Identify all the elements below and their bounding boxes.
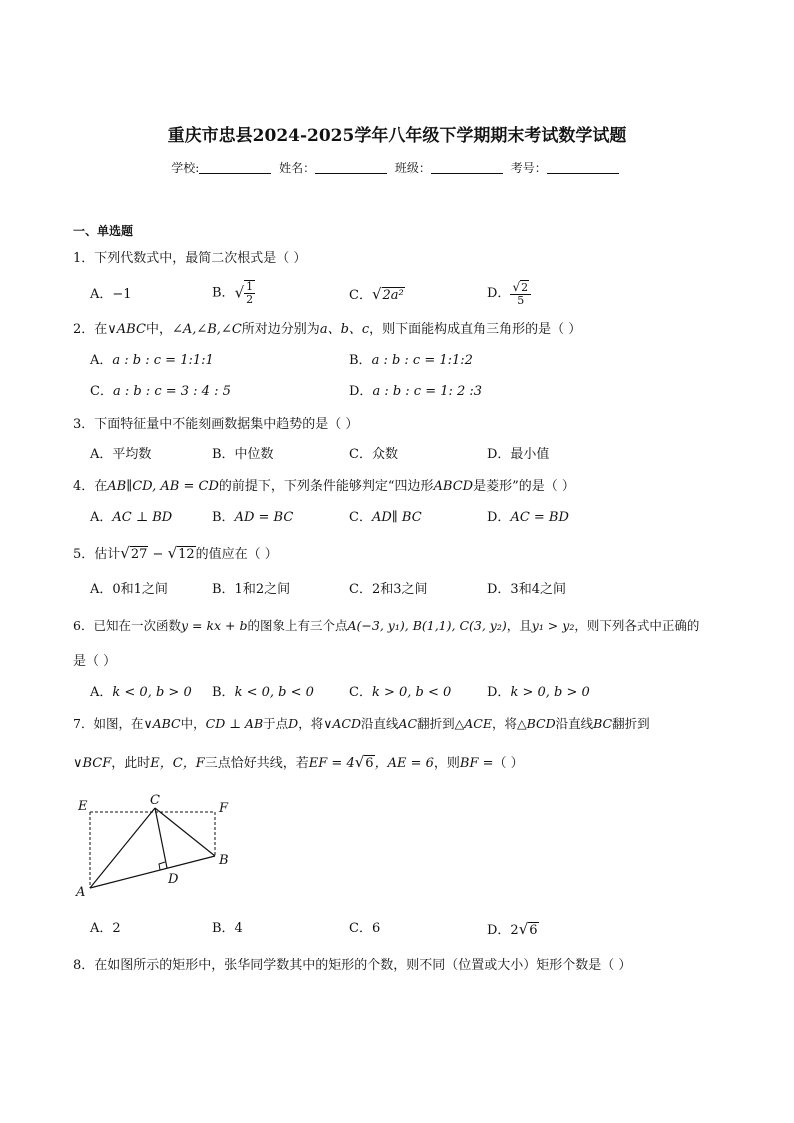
q5-option-c: C．2和3之间	[349, 582, 428, 597]
q7-t12: ，则	[433, 756, 460, 771]
q7-t13: （ ）	[493, 756, 524, 771]
q6-d-expr: k > 0, b > 0	[510, 685, 590, 700]
q6-stem-mid: 的图象上有三个点	[247, 618, 348, 633]
q6-points: A(−3, y₁), B(1,1), C(3, y₂)	[347, 618, 507, 633]
q7-line-bc: BC	[593, 716, 613, 731]
number-blank	[547, 161, 619, 174]
q4-option-a	[90, 511, 172, 524]
name-label: 姓名：	[279, 161, 316, 175]
sqrt-icon: √	[512, 280, 521, 294]
q7-stem-line2	[73, 755, 524, 772]
q2-stem-end: ，则下面能构成直角三角形的是（ ）	[369, 322, 582, 337]
q7-t9: 翻折到	[612, 716, 650, 731]
q6-option-a	[90, 686, 192, 699]
class-blank	[431, 161, 503, 174]
q2-stem-mid: 中，	[145, 322, 172, 337]
q4-d-label: D．	[487, 510, 511, 525]
q6-stem-end: ，则下列各式中正确的	[574, 618, 700, 633]
q8-stem: 8．在如图所示的矩形中，张华同学数其中的矩形的个数，则不同（位置或大小）矩形个数是（ ）	[73, 958, 632, 973]
q7-option-b: B．4	[212, 921, 243, 936]
q5-option-d: D．3和4之间	[487, 582, 566, 597]
q7-t4: ，将	[298, 716, 324, 731]
q4-a-expr: AC ⊥ BD	[112, 510, 173, 525]
q1-option-d-label: D．	[487, 286, 511, 302]
q5-stem	[73, 546, 278, 563]
q2-triangle: ∨ABC	[107, 322, 146, 337]
q5-rad2: 12	[178, 547, 195, 562]
sqrt-icon: √	[354, 753, 365, 771]
q1-option-b-frac	[244, 280, 255, 306]
q6-option-b	[212, 686, 314, 699]
q4-option-b	[212, 511, 293, 524]
q7-ef: EF = 4	[308, 756, 355, 771]
q7-bf: BF =	[459, 756, 494, 771]
q4-stem-pre: 4．在	[73, 479, 108, 494]
q7-option-c: C．6	[349, 921, 381, 936]
q4-stem-mid: 的前提下，下列条件能够判定“四边形	[218, 479, 434, 494]
q2-a-label: A．	[90, 353, 113, 368]
q6-stem	[73, 620, 699, 633]
label-c: C	[150, 793, 160, 808]
q1-option-d	[487, 280, 531, 307]
q4-stem	[73, 480, 575, 493]
q2-b-expr: a : b : c = 1:1:2	[371, 353, 473, 368]
q7-t11: 三点恰好共线，若	[204, 756, 309, 771]
sqrt-icon: √	[371, 285, 382, 303]
q1-option-c-rad: 2a²	[382, 288, 404, 303]
q1-option-a: A．−1	[90, 287, 132, 302]
label-e: E	[78, 799, 88, 814]
q6-c-expr: k > 0, b < 0	[371, 685, 452, 700]
q7-t6: 翻折到	[417, 716, 455, 731]
q7-t10: ，此时	[111, 756, 151, 771]
q4-d-expr: AC = BD	[510, 510, 569, 525]
q2-stem	[73, 323, 581, 336]
q7-ef-rad: 6	[365, 756, 374, 771]
sqrt-icon: √	[234, 283, 245, 302]
q6-a-expr: k < 0, b > 0	[112, 685, 192, 700]
label-a: A	[76, 885, 86, 900]
q2-stem-post: 所对边分别为	[241, 322, 320, 337]
q6-c-label: C．	[349, 685, 372, 700]
q4-a-label: A．	[90, 510, 113, 525]
q1-d-num	[510, 280, 531, 295]
q7-figure	[70, 790, 240, 900]
q6-option-d	[487, 686, 590, 699]
q6-d-label: D．	[487, 685, 511, 700]
q7-t5: 沿直线	[360, 716, 399, 731]
q4-stem-end: 是菱形”的是（ ）	[473, 479, 575, 494]
q5-rad1: 27	[130, 547, 148, 562]
q7-perp: CD ⊥ AB	[205, 716, 264, 731]
label-d: D	[168, 872, 179, 887]
number-label: 考号：	[510, 161, 547, 175]
q3-option-b: B．中位数	[212, 447, 274, 462]
q6-stem-line2: 是（ ）	[73, 654, 117, 669]
q4-quad: ABCD	[433, 479, 474, 494]
q1-d-rad: 2	[521, 281, 529, 294]
q2-b-label: B．	[349, 353, 372, 368]
q1-d-den: 5	[517, 294, 525, 308]
q7-option-d	[487, 922, 539, 939]
student-info	[0, 161, 794, 174]
q7-tri3: △ACE	[454, 716, 492, 731]
q3-option-a: A．平均数	[90, 447, 152, 462]
q6-inequality: y₁ > y₂	[531, 618, 575, 633]
line-ac	[90, 808, 155, 888]
line-cd	[155, 808, 167, 868]
q4-b-label: B．	[212, 510, 235, 525]
q1-b-num: 1	[246, 280, 254, 293]
q7-t3: 于点	[263, 716, 289, 731]
q6-stem-mid2: ，且	[506, 618, 532, 633]
q2-d-expr: a : b : c = 1: 2 :3	[372, 384, 483, 399]
q4-option-c	[349, 511, 422, 524]
q3-stem: 3．下面特征量中不能刻画数据集中趋势的是（ ）	[73, 417, 359, 432]
q5-option-b: B．1和2之间	[212, 582, 291, 597]
q1-option-b	[212, 280, 255, 306]
q2-option-a	[90, 354, 214, 367]
q7-option-a: A．2	[90, 921, 121, 936]
q5-stem-end: 的值应在（ ）	[195, 547, 278, 562]
q1-option-d-frac	[510, 280, 531, 307]
q7-points: E，C，F	[150, 756, 205, 771]
sqrt-icon: √	[120, 544, 130, 562]
q7-tri4: △BCD	[516, 716, 556, 731]
label-f: F	[219, 801, 229, 816]
line-ab	[90, 856, 215, 888]
class-label: 班级：	[394, 161, 431, 175]
sqrt-icon: √	[518, 920, 529, 938]
q4-c-label: C．	[349, 510, 372, 525]
q7-line-ac: AC	[398, 716, 418, 731]
q2-c-label: C．	[90, 384, 113, 399]
school-label: 学校:	[171, 161, 200, 175]
q7-t1: 7．如图，在	[73, 716, 144, 731]
q1-stem: 1．下列代数式中，最简二次根式是（ ）	[73, 251, 307, 266]
q6-stem-pre: 6．已知在一次函数	[73, 618, 181, 633]
q7-ptd: D	[288, 716, 299, 731]
q2-vars: a、b、c	[319, 322, 370, 337]
q2-stem-pre: 2．在	[73, 322, 108, 337]
q5-stem-pre: 5．估计	[73, 547, 121, 562]
q3-option-c: C．众数	[349, 447, 398, 462]
sqrt-icon: √	[167, 544, 178, 562]
q1-option-c-label: C．	[349, 288, 372, 303]
q6-function: y = kx + b	[180, 618, 248, 633]
q2-d-label: D．	[349, 384, 373, 399]
q7-t7: ，将	[491, 716, 517, 731]
q7-stem-line1	[73, 718, 650, 731]
q3-option-d: D．最小值	[487, 447, 550, 462]
q7-tri5: ∨BCF	[73, 756, 112, 771]
q2-c-expr: a : b : c = 3 : 4 : 5	[112, 384, 231, 399]
school-blank	[199, 161, 271, 174]
q6-b-label: B．	[212, 685, 235, 700]
q7-d-rad: 6	[529, 923, 538, 938]
q2-option-c	[90, 385, 231, 398]
q2-angles: ∠A,∠B,∠C	[171, 322, 242, 337]
q5-option-a: A．0和1之间	[90, 582, 168, 597]
q6-a-label: A．	[90, 685, 113, 700]
q4-c-expr: AD∥ BC	[371, 510, 422, 525]
q4-b-expr: AD = BC	[234, 510, 294, 525]
q2-a-expr: a : b : c = 1:1:1	[112, 353, 214, 368]
q7-tri1: ∨ABC	[143, 716, 181, 731]
q7-d-label: D．2	[487, 923, 519, 938]
q4-condition: AB∥CD, AB = CD	[107, 479, 219, 494]
q1-option-c	[349, 287, 405, 304]
name-blank	[315, 161, 387, 174]
section-heading: 一、单选题	[73, 224, 134, 238]
q7-t2: 中，	[180, 716, 206, 731]
q2-option-b	[349, 354, 473, 367]
q5-minus: −	[148, 547, 168, 562]
q1-b-den: 2	[246, 293, 254, 307]
line-cb	[155, 808, 215, 856]
q1-option-b-label: B．	[212, 285, 235, 301]
q6-b-expr: k < 0, b < 0	[234, 685, 314, 700]
q6-option-c	[349, 686, 451, 699]
q7-t8: 沿直线	[555, 716, 594, 731]
q4-option-d	[487, 511, 569, 524]
q7-ae: ，AE = 6	[374, 756, 434, 771]
label-b: B	[219, 853, 229, 868]
q2-option-d	[349, 385, 482, 398]
page-title: 重庆市忠县2024-2025学年八年级下学期期末考试数学试题	[167, 126, 627, 146]
q7-tri2: ∨ACD	[323, 716, 361, 731]
